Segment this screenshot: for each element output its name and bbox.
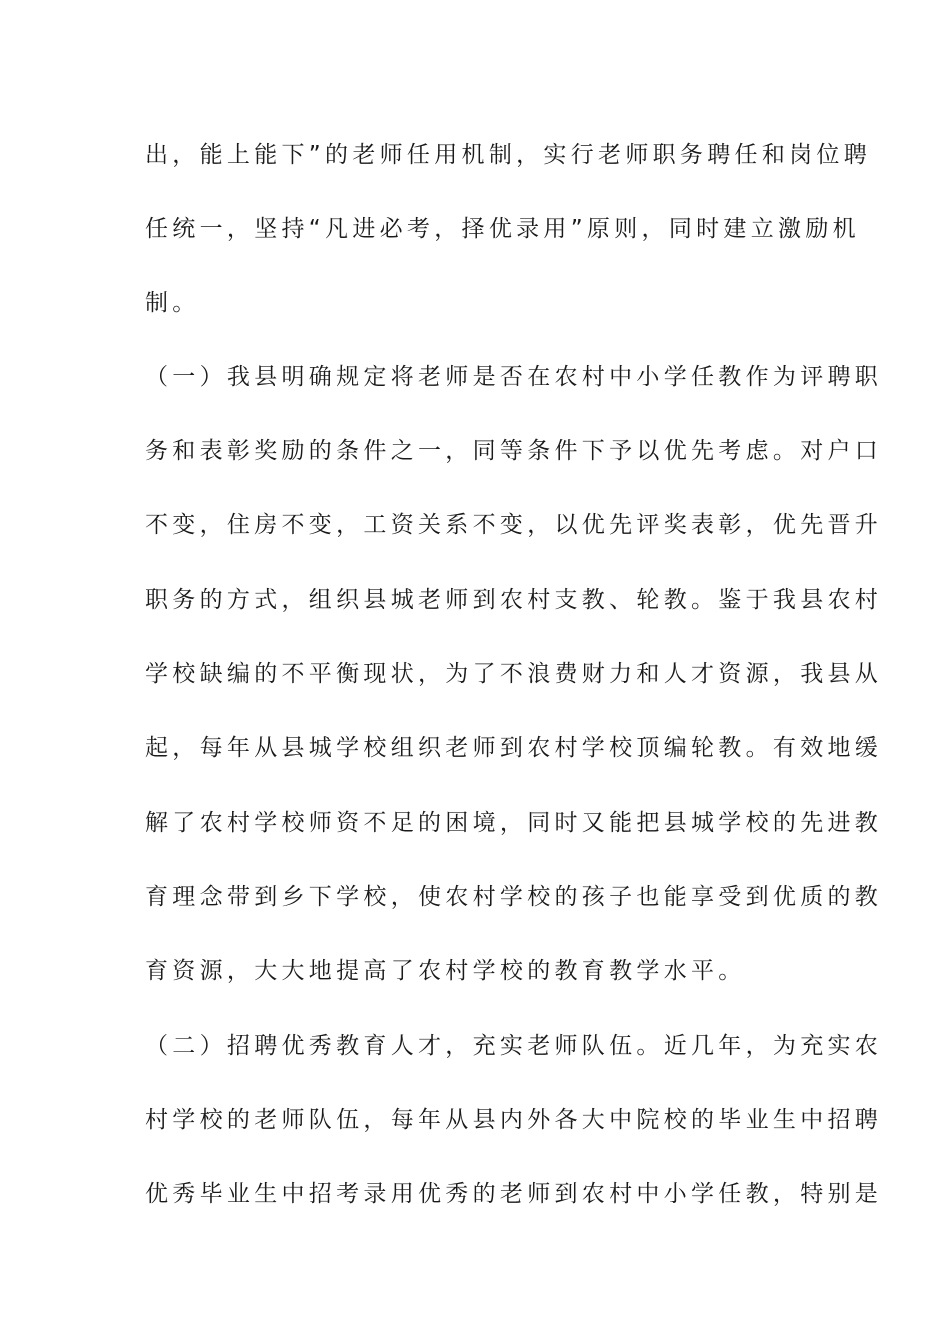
text-line-15: 优秀毕业生中招考录用优秀的老师到农村中小学任教，特别是 <box>145 1181 883 1207</box>
text-line-14: 村学校的老师队伍，每年从县内外各大中院校的毕业生中招聘 <box>145 1107 883 1133</box>
text-line-12: 育资源，大大地提高了农村学校的教育教学水平。 <box>145 958 746 984</box>
text-line-9: 起，每年从县城学校组织老师到农村学校顶编轮教。有效地缓 <box>145 735 883 761</box>
text-line-1: 出，能上能下”的老师任用机制，实行老师职务聘任和岗位聘 <box>145 142 872 168</box>
text-line-4: （一）我县明确规定将老师是否在农村中小学任教作为评聘职 <box>145 364 883 390</box>
text-line-7: 职务的方式，组织县城老师到农村支教、轮教。鉴于我县农村 <box>145 587 883 613</box>
text-line-11: 育理念带到乡下学校，使农村学校的孩子也能享受到优质的教 <box>145 884 883 910</box>
text-line-6: 不变，住房不变，工资关系不变，以优先评奖表彰，优先晋升 <box>145 512 883 538</box>
text-line-2: 任统一，坚持“凡进必考，择优录用”原则，同时建立激励机 <box>145 216 860 242</box>
text-line-13: （二）招聘优秀教育人才，充实老师队伍。近几年，为充实农 <box>145 1033 883 1059</box>
text-line-8: 学校缺编的不平衡现状，为了不浪费财力和人才资源，我县从 <box>145 661 883 687</box>
text-line-3: 制。 <box>145 290 200 316</box>
text-line-5: 务和表彰奖励的条件之一，同等条件下予以优先考虑。对户口 <box>145 438 883 464</box>
text-line-10: 解了农村学校师资不足的困境，同时又能把县城学校的先进教 <box>145 810 883 836</box>
